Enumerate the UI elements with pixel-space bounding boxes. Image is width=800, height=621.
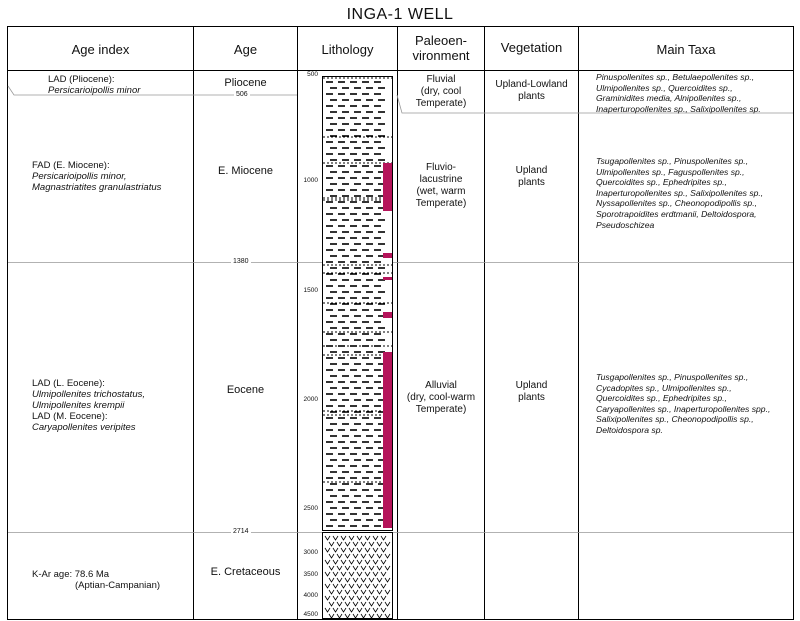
miocene-age-index-l3: Magnastriatites granulastriatus <box>32 182 162 193</box>
eocene-age-index-l1: LAD (L. Eocene): <box>32 378 105 389</box>
miocene-age: E. Miocene <box>217 165 274 177</box>
pliocene-paleo-l1: Fluvial <box>426 74 456 85</box>
pliocene-paleo-l3: Temperate) <box>415 98 467 109</box>
pliocene-veg-l2: plants <box>518 91 545 102</box>
depth-tick-1500: 1500 <box>303 287 318 294</box>
taxa-line: Sporotrapoidites erdtmanii, Deltoidospora, <box>596 208 757 219</box>
miocene-paleo-l3: (wet, warm <box>416 186 466 197</box>
taxa-line: Caryapollenites sp., Inaperturopollenites spp., <box>596 403 771 414</box>
header-age: Age <box>233 42 258 57</box>
eocene-age-index-l4: LAD (M. Eocene): <box>32 411 108 422</box>
taxa-line: Quercoidites sp., Ephedripites sp., <box>596 177 727 188</box>
taxa-line: Graminidites media, Alnipollenites sp., <box>596 93 742 104</box>
pliocene-taxa <box>596 72 761 114</box>
eocene-paleo-l1: Alluvial <box>425 380 457 391</box>
boundary-label-1380: 1380 <box>233 258 249 265</box>
miocene-taxa <box>596 156 763 230</box>
miocene-paleo-l2: lacustrine <box>419 174 463 185</box>
header-paleo-l1: Paleoen- <box>414 33 468 48</box>
taxa-line: Deltoidospora sp. <box>596 424 663 435</box>
pliocene-age-index-l2: Persicarioipollis minor <box>48 85 141 96</box>
header-paleo-l2: vironment <box>412 48 470 63</box>
volcanic-box <box>323 533 393 619</box>
depth-tick-3500: 3500 <box>303 571 318 578</box>
taxa-line: Pseudoschizea <box>596 219 655 230</box>
coal-bed <box>383 277 392 280</box>
taxa-line: Ulmipollenites sp., Quercoidites sp., <box>596 82 733 93</box>
taxa-line: Tusgapollenites sp., Pinuspollenites sp., <box>596 372 749 382</box>
eocene-age-index-l3: Ulmipollenites krempii <box>32 400 125 411</box>
header-main-taxa: Main Taxa <box>656 42 716 57</box>
miocene-paleo-l4: Temperate) <box>415 198 467 209</box>
depth-tick-1000: 1000 <box>303 177 318 184</box>
table-frame <box>8 27 794 620</box>
taxa-line: Inaperturopollenites sp., Salixipollenites sp. <box>596 103 761 114</box>
cretaceous-age-index-l2: (Aptian-Campanian) <box>75 580 161 591</box>
depth-tick-4500: 4500 <box>303 611 318 618</box>
cretaceous-age-index-l1: K-Ar age: 78.6 Ma <box>32 569 110 580</box>
coal-bed <box>383 312 392 318</box>
taxa-line: Pinuspollenites sp., Betulaepollenites sp., <box>596 72 755 82</box>
pliocene-veg-l1: Upland-Lowland <box>495 79 568 90</box>
depth-tick-2500: 2500 <box>303 505 318 512</box>
eocene-age-index-l5: Caryapollenites veripites <box>32 422 136 433</box>
depth-tick-4000: 4000 <box>303 592 318 599</box>
miocene-veg-l1: Upland <box>515 165 548 176</box>
taxa-line: Inaperturopollenites sp., Salixipollenites sp., <box>596 187 764 198</box>
taxa-line: Cycadopites sp., Ulmipollenites sp., <box>596 382 732 393</box>
cretaceous-age: E. Cretaceous <box>210 566 281 578</box>
lithology-column <box>323 77 393 619</box>
header-lithology: Lithology <box>321 42 374 57</box>
miocene-age-index-l2: Persicarioipollis minor, <box>32 171 127 182</box>
eocene-veg-l2: plants <box>518 392 545 403</box>
eocene-age-index-l2: Ulmipollenites trichostatus, <box>32 389 145 400</box>
taxa-line: Nyssapollenites sp., Cheonopodipollis sp., <box>596 198 757 209</box>
taxa-line: Ulmipollenites sp., Faguspollenites sp., <box>596 166 745 177</box>
taxa-line: Tsugapollenites sp., Pinuspollenites sp., <box>596 156 749 166</box>
page-title: INGA-1 WELL <box>346 6 454 23</box>
header-vegetation: Vegetation <box>500 40 563 55</box>
taxa-line: Salixipollenites sp., Cheonopodipollis sp., <box>596 414 754 425</box>
pliocene-paleo-l2: (dry, cool <box>420 86 462 97</box>
pliocene-age: Pliocene <box>224 77 267 89</box>
header-age-index: Age index <box>71 42 130 57</box>
coal-bed <box>383 352 392 528</box>
miocene-veg-l2: plants <box>518 177 545 188</box>
coal-bed <box>383 253 392 258</box>
miocene-paleo-l1: Fluvio- <box>425 162 456 173</box>
eocene-paleo-l2: (dry, cool-warm <box>406 392 476 403</box>
boundary-label-506: 506 <box>236 91 248 98</box>
pliocene-age-index-l1: LAD (Pliocene): <box>48 74 115 85</box>
taxa-line: Quercoidites sp., Ephedripites sp., <box>596 393 727 404</box>
coal-bed <box>383 163 392 211</box>
boundary-label-2714: 2714 <box>233 528 249 535</box>
eocene-veg-l1: Upland <box>515 380 548 391</box>
eocene-age: Eocene <box>226 384 265 396</box>
depth-tick-3000: 3000 <box>303 549 318 556</box>
eocene-paleo-l3: Temperate) <box>415 404 467 415</box>
depth-tick-500: 500 <box>307 71 318 78</box>
depth-tick-2000: 2000 <box>303 396 318 403</box>
eocene-taxa <box>596 372 770 436</box>
miocene-age-index-l1: FAD (E. Miocene): <box>32 160 110 171</box>
